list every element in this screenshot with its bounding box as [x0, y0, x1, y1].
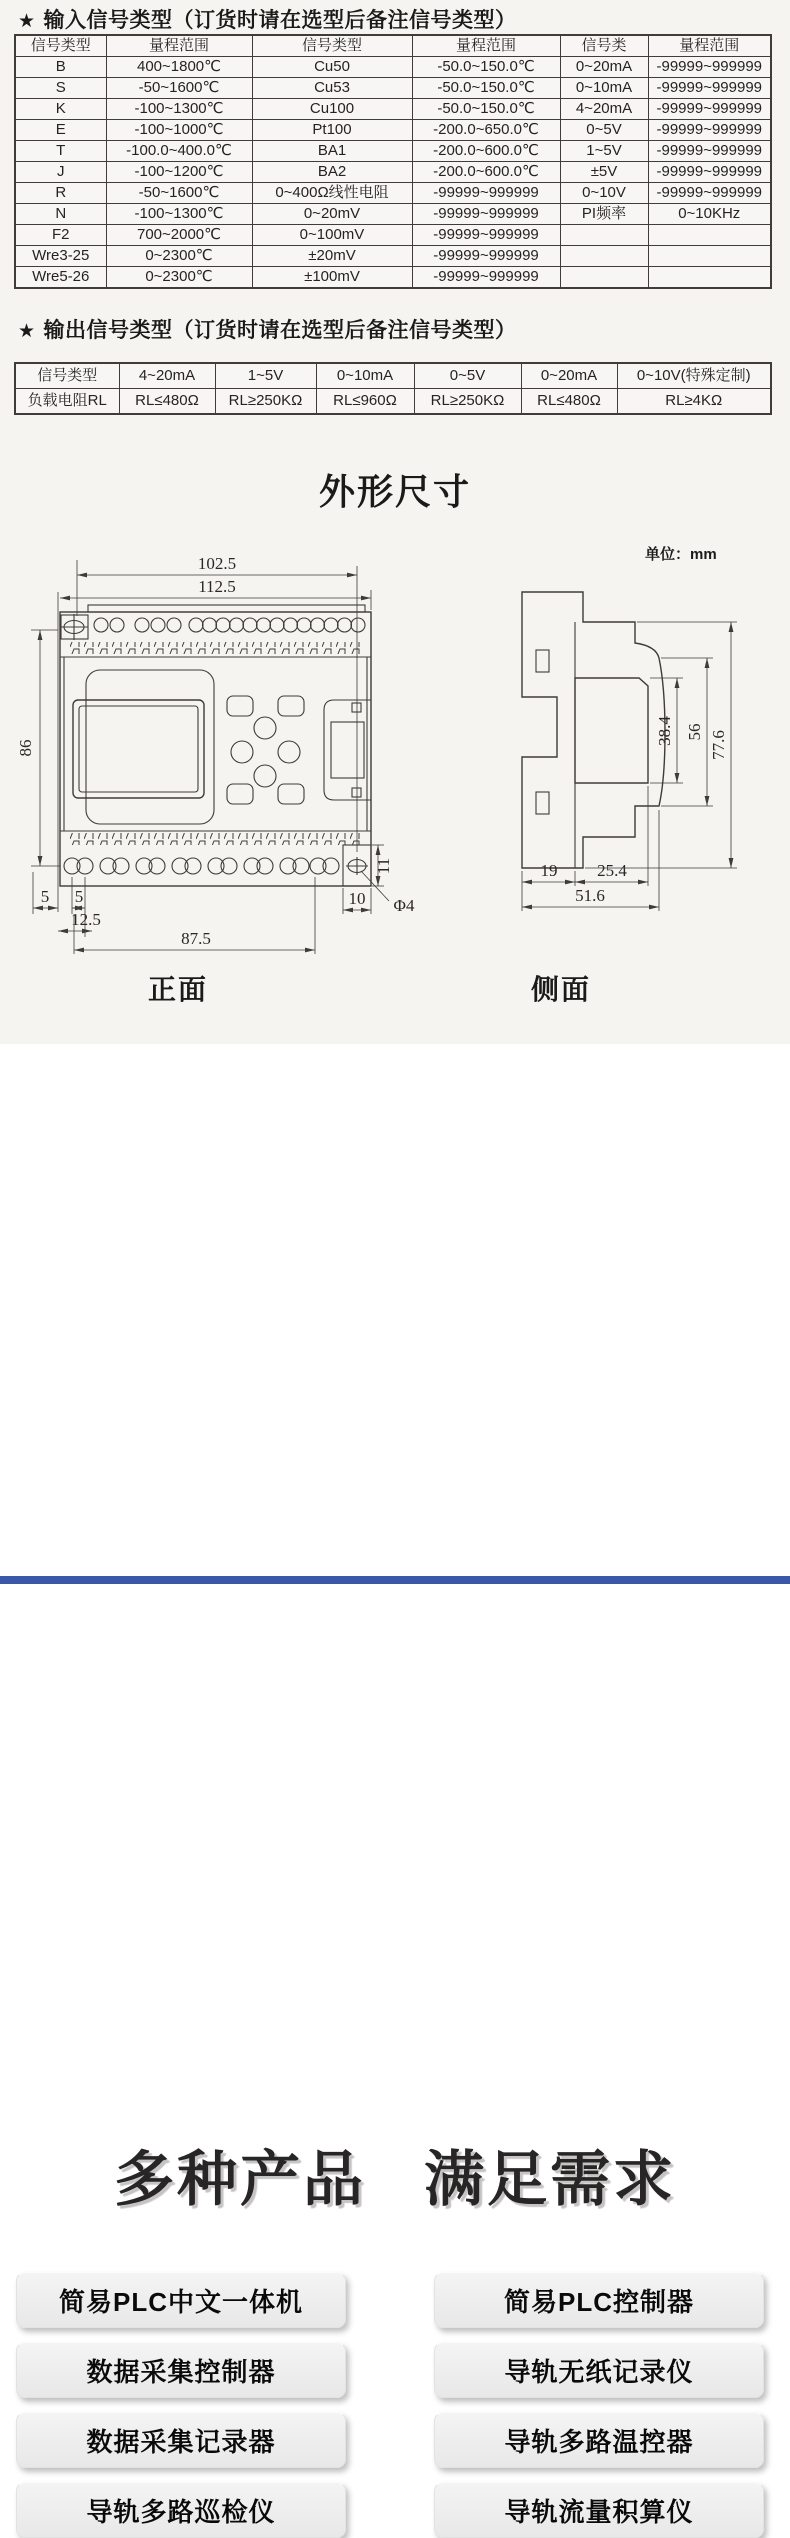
table-cell: -100~1300℃ — [106, 204, 252, 225]
hero-text-right: 满足需求 — [424, 2146, 676, 2213]
table-cell: -99999~999999 — [412, 183, 560, 204]
table-cell: 负载电阻RL — [15, 389, 119, 415]
table-cell: -99999~999999 — [412, 225, 560, 246]
table-cell: Cu53 — [252, 78, 412, 99]
table-cell: E — [15, 120, 106, 141]
product-buttons-grid — [16, 2272, 764, 2538]
table-cell: -50~1600℃ — [106, 183, 252, 204]
table-cell: Wre5-26 — [15, 267, 106, 289]
table-cell: -50.0~150.0℃ — [412, 57, 560, 78]
table-cell: 0~20mA — [560, 57, 648, 78]
table-cell: ±20mV — [252, 246, 412, 267]
table-cell: -99999~999999 — [648, 162, 771, 183]
spec-section — [0, 0, 790, 1044]
table-cell: RL≤960Ω — [316, 389, 414, 415]
table-cell: -200.0~650.0℃ — [412, 120, 560, 141]
table-cell: F2 — [15, 225, 106, 246]
output-signal-table — [14, 362, 772, 415]
product-button-data-acquisition-controller[interactable]: 数据采集控制器 — [16, 2342, 346, 2398]
front-view-drawing — [60, 605, 371, 886]
input-signal-title: 输入信号类型（订货时请在选型后备注信号类型） — [43, 9, 517, 32]
table-cell: Cu100 — [252, 99, 412, 120]
table-cell: 1~5V — [560, 141, 648, 162]
table-cell: -99999~999999 — [412, 204, 560, 225]
table-cell: T — [15, 141, 106, 162]
table-cell: ±5V — [560, 162, 648, 183]
table-cell: 0~10KHz — [648, 204, 771, 225]
table-cell: -200.0~600.0℃ — [412, 141, 560, 162]
dimensions-title: 外形尺寸 — [318, 471, 471, 512]
table-cell — [560, 267, 648, 289]
products-section — [0, 1044, 790, 2527]
side-view-dimensions — [522, 622, 737, 911]
table-row — [15, 141, 771, 162]
table-row — [15, 225, 771, 246]
product-button-plc-controller[interactable]: 简易PLC控制器 — [434, 2272, 764, 2328]
table-cell: Wre3-25 — [15, 246, 106, 267]
dim-12-5: 12.5 — [71, 910, 101, 929]
table-cell: 4~20mA — [119, 363, 215, 389]
table-cell: BA2 — [252, 162, 412, 183]
table-cell: 0~20mV — [252, 204, 412, 225]
table-cell: 0~400Ω线性电阻 — [252, 183, 412, 204]
table-cell: -50.0~150.0℃ — [412, 78, 560, 99]
dim-11: 11 — [374, 857, 393, 875]
dim-hole-diameter: Φ4 — [393, 896, 415, 915]
table-cell — [560, 246, 648, 267]
table-cell: ±100mV — [252, 267, 412, 289]
table-cell: -99999~999999 — [648, 120, 771, 141]
table-header-row — [15, 363, 771, 389]
dim-77-6: 77.6 — [709, 730, 728, 760]
table-cell: RL≥250KΩ — [215, 389, 316, 415]
dim-102-5: 102.5 — [197, 554, 237, 573]
unit-label: 单位：mm — [645, 546, 717, 563]
table-cell: RL≥250KΩ — [414, 389, 521, 415]
table-cell: 信号类型 — [252, 35, 412, 57]
table-cell: K — [15, 99, 106, 120]
hero-heading — [0, 2132, 790, 2218]
table-cell: 量程范围 — [412, 35, 560, 57]
product-button-rail-multichannel-inspection[interactable]: 导轨多路巡检仪 — [16, 2482, 346, 2538]
table-cell: B — [15, 57, 106, 78]
table-cell: S — [15, 78, 106, 99]
table-row — [15, 183, 771, 204]
dim-5-hole: 5 — [74, 887, 84, 906]
table-cell: RL≤480Ω — [521, 389, 617, 415]
table-cell: -100~1200℃ — [106, 162, 252, 183]
table-cell: -99999~999999 — [648, 183, 771, 204]
product-button-plc-chinese-allinone[interactable]: 简易PLC中文一体机 — [16, 2272, 346, 2328]
table-cell — [648, 225, 771, 246]
product-button-rail-paperless-recorder[interactable]: 导轨无纸记录仪 — [434, 2342, 764, 2398]
table-cell: 0~10V(特殊定制) — [617, 363, 771, 389]
table-cell: -100.0~400.0℃ — [106, 141, 252, 162]
front-view-label: 正面 — [148, 974, 209, 1005]
dim-51-6: 51.6 — [575, 886, 605, 905]
table-cell: 信号类型 — [15, 35, 106, 57]
table-row — [15, 120, 771, 141]
table-cell: 0~2300℃ — [106, 246, 252, 267]
table-cell: 0~2300℃ — [106, 267, 252, 289]
table-row — [15, 204, 771, 225]
table-cell: Cu50 — [252, 57, 412, 78]
dim-86: 86 — [16, 739, 35, 757]
table-cell: -99999~999999 — [648, 141, 771, 162]
table-cell: 量程范围 — [648, 35, 771, 57]
table-cell: Pt100 — [252, 120, 412, 141]
table-cell: BA1 — [252, 141, 412, 162]
table-cell — [648, 267, 771, 289]
table-cell: 4~20mA — [560, 99, 648, 120]
table-cell: 0~10mA — [560, 78, 648, 99]
side-view-drawing — [522, 592, 665, 868]
dim-19: 19 — [540, 861, 558, 880]
hero-text-left: 多种产品 — [114, 2146, 366, 2213]
dimension-drawing — [0, 545, 790, 970]
dim-25-4: 25.4 — [597, 861, 627, 880]
table-row — [15, 78, 771, 99]
lcd-screen — [73, 700, 204, 798]
table-cell: N — [15, 204, 106, 225]
table-cell: RL≤480Ω — [119, 389, 215, 415]
table-cell: -50~1600℃ — [106, 78, 252, 99]
table-cell — [648, 246, 771, 267]
table-cell: 0~20mA — [521, 363, 617, 389]
table-cell — [560, 225, 648, 246]
table-cell: PI频率 — [560, 204, 648, 225]
output-signal-title: 输出信号类型（订货时请在选型后备注信号类型） — [43, 319, 517, 342]
table-cell: -100~1000℃ — [106, 120, 252, 141]
bottom-accent-bar — [0, 1576, 790, 1584]
table-cell: -99999~999999 — [648, 99, 771, 120]
table-cell: 信号类型 — [15, 363, 119, 389]
dim-5-left: 5 — [40, 887, 50, 906]
dim-10: 10 — [348, 889, 366, 908]
product-button-rail-flow-totalizer[interactable]: 导轨流量积算仪 — [434, 2482, 764, 2538]
star-icon: ★ — [18, 11, 36, 32]
table-cell: 0~10V — [560, 183, 648, 204]
star-icon: ★ — [18, 321, 36, 342]
table-cell: 0~10mA — [316, 363, 414, 389]
table-cell: RL≥4KΩ — [617, 389, 771, 415]
table-cell: 0~5V — [414, 363, 521, 389]
bottom-terminal-holes — [64, 858, 339, 874]
top-terminal-holes — [94, 618, 365, 632]
table-row — [15, 162, 771, 183]
dim-38-4: 38.4 — [655, 716, 674, 746]
dim-87-5: 87.5 — [181, 929, 211, 948]
table-cell: 0~100mV — [252, 225, 412, 246]
dim-112-5: 112.5 — [198, 577, 236, 596]
table-cell: 400~1800℃ — [106, 57, 252, 78]
front-view-dimensions — [16, 554, 415, 954]
table-cell: -100~1300℃ — [106, 99, 252, 120]
product-button-data-acquisition-recorder[interactable]: 数据采集记录器 — [16, 2412, 346, 2468]
table-cell: -50.0~150.0℃ — [412, 99, 560, 120]
table-row — [15, 246, 771, 267]
side-connector — [324, 700, 371, 800]
table-cell: -99999~999999 — [412, 246, 560, 267]
side-view-label: 侧面 — [531, 974, 592, 1005]
table-cell: -99999~999999 — [648, 78, 771, 99]
table-cell: J — [15, 162, 106, 183]
table-cell: -99999~999999 — [412, 267, 560, 289]
table-cell: 1~5V — [215, 363, 316, 389]
table-row — [15, 57, 771, 78]
table-cell: -200.0~600.0℃ — [412, 162, 560, 183]
table-cell: 700~2000℃ — [106, 225, 252, 246]
table-header-row — [15, 35, 771, 57]
input-signal-heading — [18, 4, 517, 34]
table-row — [15, 267, 771, 289]
table-cell: 信号类 — [560, 35, 648, 57]
keypad-buttons — [227, 696, 304, 804]
output-signal-heading — [18, 314, 517, 344]
input-signal-table — [14, 34, 772, 289]
table-cell: 量程范围 — [106, 35, 252, 57]
table-cell: 0~5V — [560, 120, 648, 141]
table-row — [15, 389, 771, 415]
product-button-rail-multichannel-temp-controller[interactable]: 导轨多路温控器 — [434, 2412, 764, 2468]
table-cell: R — [15, 183, 106, 204]
table-row — [15, 99, 771, 120]
dim-56: 56 — [685, 723, 704, 741]
table-cell: -99999~999999 — [648, 57, 771, 78]
